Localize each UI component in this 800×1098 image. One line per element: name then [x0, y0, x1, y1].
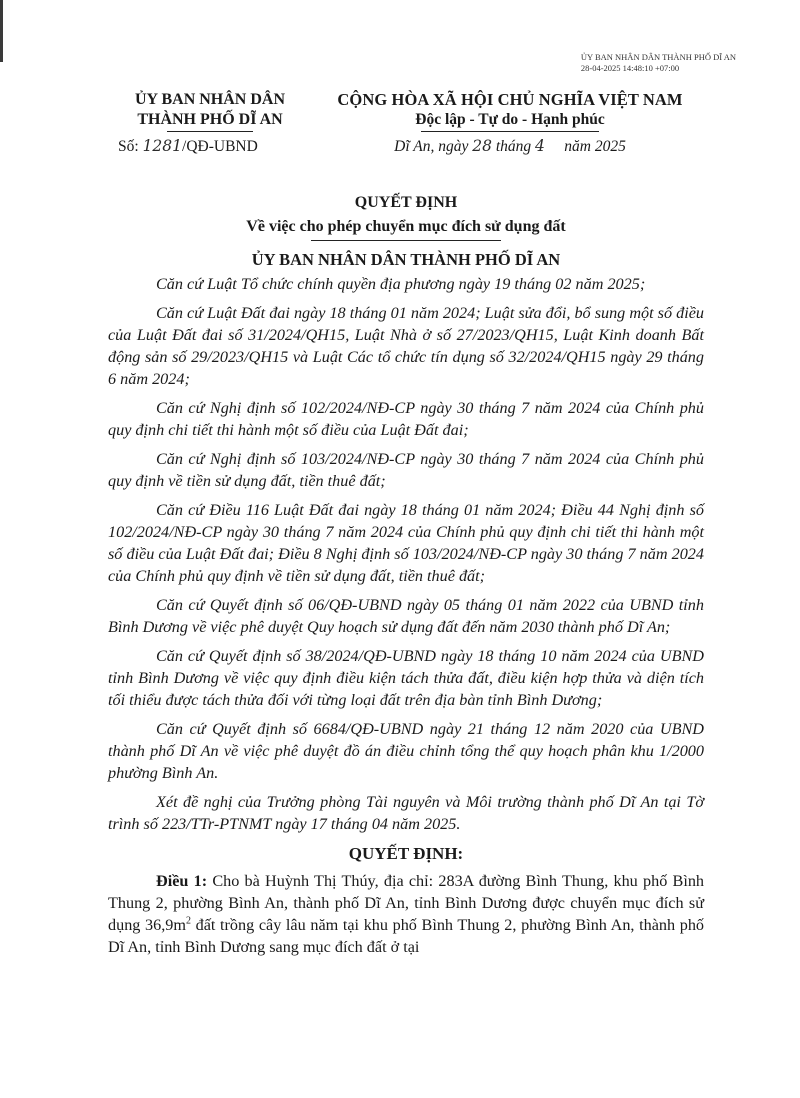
article-1-text-a: Cho bà Huỳnh Thị Thúy, địa chỉ: 283A đường Bình Thung, khu phố Bình Thung 2, phường Bình An, thành phố Dĩ An, tỉnh Bình Dương được chuyển mục đích sử dụng 36,9m: [108, 872, 705, 934]
legal-basis-5: Căn cứ Điều 116 Luật Đất đai ngày 18 tháng 01 năm 2024; Điều 44 Nghị định số 102/2024/NĐ-CP ngày 30 tháng 7 năm 2024 của Chính phủ quy định chi tiết thi hành một số điều của Luật Đất đai; Điều 8 Nghị định số 103/2024/NĐ-CP ngày 30 tháng 7 năm 2024 của Chính phủ quy định về tiền sử dụng đất, tiền thuê đất;: [108, 501, 704, 585]
national-heading-block: [318, 90, 702, 158]
number-prefix: Số:: [118, 138, 139, 155]
legal-basis-3: Căn cứ Nghị định số 102/2024/NĐ-CP ngày 30 tháng 7 năm 2024 của Chính phủ quy định chi tiết thi hành một số điều của Luật Đất đai;: [108, 399, 704, 439]
legal-basis-8: Căn cứ Quyết định số 6684/QĐ-UBND ngày 21 tháng 12 năm 2020 của UBND thành phố Dĩ An về việc phê duyệt đồ án điều chỉnh tổng thể quy hoạch phân khu 1/2000 phường Bình An.: [108, 720, 704, 782]
national-motto: Độc lập - Tự do - Hạnh phúc: [415, 110, 604, 132]
month-word: tháng: [495, 138, 532, 155]
signature-org: ỦY BAN NHÂN DÂN THÀNH PHỐ DĨ AN: [580, 52, 736, 62]
legal-basis-1: Căn cứ Luật Tổ chức chính quyền địa phương ngày 19 tháng 02 năm 2025;: [156, 275, 646, 293]
number-handwritten: 1281: [142, 137, 183, 155]
article-1: [108, 870, 704, 958]
year-text: năm 2025: [564, 138, 626, 155]
decision-heading: QUYẾT ĐỊNH:: [348, 844, 464, 863]
date-prefix: Dĩ An, ngày: [394, 138, 469, 155]
legal-basis-4: Căn cứ Nghị định số 103/2024/NĐ-CP ngày 30 tháng 7 năm 2024 của Chính phủ quy định về tiền sử dụng đất, tiền thuê đất;: [108, 450, 704, 490]
proposal-basis: Xét đề nghị của Trưởng phòng Tài nguyên và Môi trường thành phố Dĩ An tại Tờ trình số 223/TTr-PTNMT ngày 17 tháng 04 năm 2025.: [108, 793, 704, 833]
issuing-agency-block: [100, 90, 320, 158]
scan-edge-mark: [0, 0, 3, 62]
article-1-label: Điều 1:: [156, 872, 208, 890]
signature-datetime: 28-04-2025 14:48:10 +07:00: [580, 63, 680, 73]
number-suffix: /QĐ-UBND: [182, 138, 258, 155]
nation-name: CỘNG HÒA XÃ HỘI CHỦ NGHĨA VIỆT NAM: [337, 90, 683, 109]
agency-name-line1: ỦY BAN NHÂN DÂN: [134, 91, 286, 108]
place-and-date: [318, 135, 702, 158]
document-subject: Về việc cho phép chuyển mục đích sử dụng đất: [246, 218, 566, 235]
month-handwritten: 4: [535, 137, 545, 155]
legal-basis-2: Căn cứ Luật Đất đai ngày 18 tháng 01 năm 2024; Luật sửa đổi, bổ sung một số điều của Luật Đất đai số 31/2024/QH15, Luật Nhà ở số 27/2023/QH15, Luật Kinh doanh Bất động sản số 29/2023/QH15 và Luật Các tổ chức tín dụng số 32/2024/QH15 ngày 29 tháng 6 năm 2024;: [108, 304, 704, 388]
agency-name-line2: THÀNH PHỐ DĨ AN: [137, 111, 283, 128]
issuing-authority: ỦY BAN NHÂN DÂN THÀNH PHỐ DĨ AN: [251, 250, 561, 269]
article-1-text-b: đất trồng cây lâu năm tại khu phố Bình Thung 2, phường Bình An, thành phố Dĩ An, tỉnh Bình Dương sang mục đích đất ở tại: [108, 916, 705, 956]
legal-basis-7: Căn cứ Quyết định số 38/2024/QĐ-UBND ngày 18 tháng 10 năm 2024 của UBND tỉnh Bình Dương về việc quy định điều kiện tách thửa đất, điều kiện hợp thửa và diện tích tối thiểu được tách thửa đối với từng loại đất trên địa bàn tỉnh Bình Dương;: [108, 647, 704, 709]
document-title: QUYẾT ĐỊNH: [354, 194, 458, 211]
agency-underline: [167, 131, 253, 132]
day-handwritten: 28: [472, 137, 492, 155]
document-number: [100, 135, 320, 158]
legal-basis-6: Căn cứ Quyết định số 06/QĐ-UBND ngày 05 tháng 01 năm 2022 của UBND tỉnh Bình Dương về việc phê duyệt Quy hoạch sử dụng đất đến năm 2030 thành phố Dĩ An;: [108, 596, 704, 636]
digital-signature-stamp: [581, 52, 736, 74]
subject-underline: [311, 240, 501, 241]
document-body: [108, 184, 704, 958]
area-unit-superscript: 2: [185, 915, 191, 927]
